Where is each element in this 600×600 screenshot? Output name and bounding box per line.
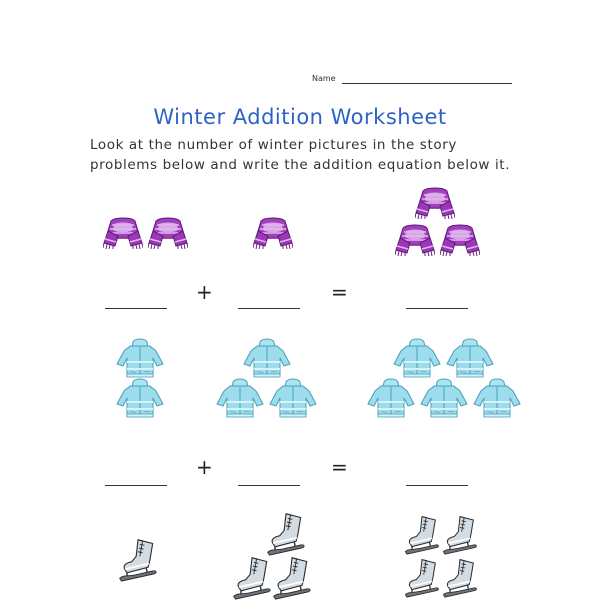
- worksheet-title: Winter Addition Worksheet: [153, 105, 447, 129]
- scarf-icon: [148, 217, 188, 249]
- answer-blank-sum[interactable]: [406, 308, 468, 309]
- answer-blank-addend2[interactable]: [238, 308, 300, 309]
- plus-sign: +: [196, 280, 213, 304]
- ice-skate-icon: [116, 538, 160, 582]
- instructions-line-2: problems below and write the addition equation below it.: [90, 157, 511, 173]
- jacket-icon: [420, 378, 468, 418]
- jacket-icon: [367, 378, 415, 418]
- name-label: Name: [312, 74, 336, 83]
- ice-skate-icon: [230, 556, 274, 600]
- ice-skate-icon: [402, 557, 442, 599]
- jacket-icon: [216, 378, 264, 418]
- name-field: [312, 74, 516, 88]
- answer-blank-addend1[interactable]: [105, 308, 167, 309]
- jacket-icon: [116, 338, 164, 378]
- ice-skate-icon: [440, 557, 480, 599]
- jacket-icon: [473, 378, 521, 418]
- equals-sign: =: [331, 280, 348, 304]
- scarf-icon: [103, 217, 143, 249]
- ice-skate-icon: [402, 514, 442, 556]
- scarf-icon: [415, 187, 455, 219]
- scarf-icon: [440, 224, 480, 256]
- equals-sign: =: [331, 455, 348, 479]
- scarf-icon: [395, 224, 435, 256]
- ice-skate-icon: [270, 556, 314, 600]
- jacket-icon: [446, 338, 494, 378]
- plus-sign: +: [196, 455, 213, 479]
- answer-blank-sum[interactable]: [406, 485, 468, 486]
- ice-skate-icon: [440, 514, 480, 556]
- jacket-icon: [116, 378, 164, 418]
- name-write-line[interactable]: [342, 83, 512, 84]
- instructions-line-1: Look at the number of winter pictures in the story: [90, 137, 457, 153]
- jacket-icon: [269, 378, 317, 418]
- ice-skate-icon: [264, 512, 308, 556]
- scarf-icon: [253, 217, 293, 249]
- jacket-icon: [393, 338, 441, 378]
- answer-blank-addend2[interactable]: [238, 485, 300, 486]
- instructions: [90, 135, 530, 175]
- jacket-icon: [243, 338, 291, 378]
- answer-blank-addend1[interactable]: [105, 485, 167, 486]
